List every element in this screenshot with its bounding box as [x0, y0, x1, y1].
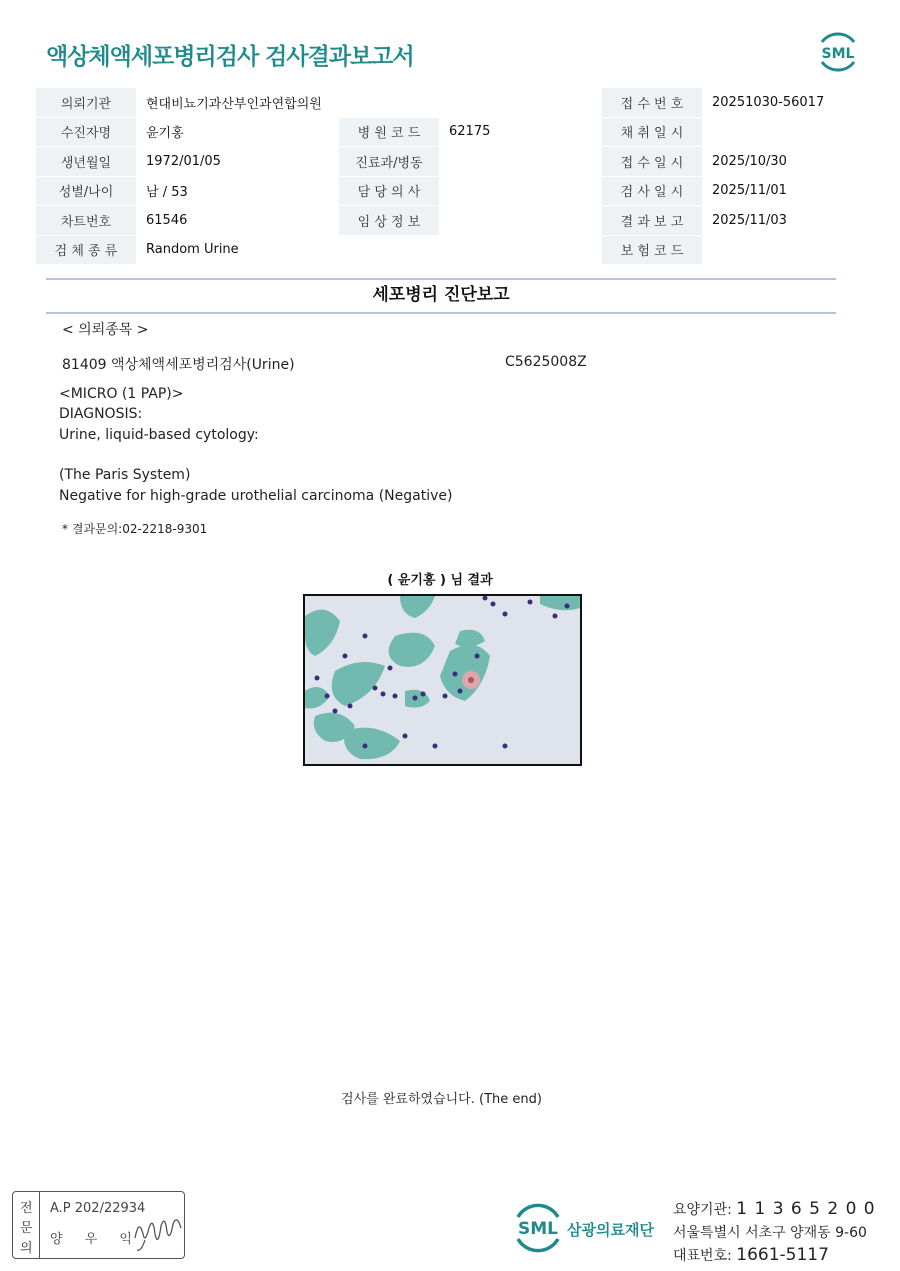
info-value: 2025/10/30 [702, 147, 864, 177]
info-value: 1972/01/05 [136, 147, 339, 177]
info-row [36, 235, 864, 265]
info-value: 20251030-56017 [702, 88, 864, 117]
order-code: C5625008Z [505, 354, 587, 370]
info-value [439, 147, 602, 177]
stamp-char: 의 [20, 1241, 33, 1256]
diagnosis-label: DIAGNOSIS: [59, 406, 143, 422]
micro-label: <MICRO (1 PAP)> [59, 386, 184, 402]
info-value: 현대비뇨기과산부인과연합의원 [136, 88, 602, 117]
info-label: 성별/나이 [36, 176, 136, 206]
order-item: 81409 액상체액세포병리검사(Urine) [62, 357, 295, 373]
pathologist-name: 양 우 익 [50, 1232, 141, 1247]
info-label: 검 사 일 시 [602, 176, 702, 206]
order-header: < 의뢰종목 > [62, 322, 149, 338]
phone-label: 대표번호: [673, 1248, 737, 1264]
info-label: 담 당 의 사 [339, 176, 439, 206]
specimen-text: Urine, liquid-based cytology: [59, 427, 259, 443]
info-label: 접 수 번 호 [602, 88, 702, 117]
patient-info-table [36, 88, 864, 265]
paris-system: (The Paris System) [59, 467, 191, 483]
institution-code-label: 요양기관: [673, 1202, 737, 1218]
info-label: 수진자명 [36, 117, 136, 147]
info-label: 보 험 코 드 [602, 235, 702, 265]
info-value: 2025/11/03 [702, 206, 864, 236]
institution-code: 1 1 3 6 5 2 0 0 [736, 1199, 876, 1219]
info-row [36, 206, 864, 236]
pathologist-stamp [12, 1191, 185, 1259]
org-name: 삼광의료재단 [567, 1221, 654, 1239]
image-caption: ( 윤기홍 ) 님 결과 [387, 573, 493, 588]
info-value: 2025/11/01 [702, 176, 864, 206]
license-number: A.P 202/22934 [50, 1201, 146, 1216]
info-value: 윤기홍 [136, 117, 339, 147]
info-row [36, 88, 864, 117]
stamp-char: 전 [20, 1201, 33, 1216]
info-row [36, 176, 864, 206]
phone-number: 1661-5117 [736, 1245, 829, 1265]
info-label: 의뢰기관 [36, 88, 136, 117]
info-value [702, 235, 864, 265]
info-value [702, 117, 864, 147]
info-value [439, 206, 602, 236]
footer-logo-text: SML [518, 1219, 558, 1239]
info-value: Random Urine [136, 235, 602, 265]
info-label: 접 수 일 시 [602, 147, 702, 177]
info-label: 임 상 정 보 [339, 206, 439, 236]
report-title: 액상체액세포병리검사 검사결과보고서 [46, 44, 414, 70]
info-label: 병 원 코 드 [339, 117, 439, 147]
institution-code-line [673, 1199, 876, 1219]
info-label: 생년월일 [36, 147, 136, 177]
sml-logo-icon [814, 28, 862, 76]
info-value: 61546 [136, 206, 339, 236]
stamp-side [13, 1192, 40, 1258]
info-label: 결 과 보 고 [602, 206, 702, 236]
info-row [36, 147, 864, 177]
sml-footer-logo-icon [510, 1199, 566, 1257]
info-row [36, 117, 864, 147]
end-text: 검사를 완료하였습니다. (The end) [341, 1092, 542, 1107]
sml-logo-text: SML [821, 46, 855, 62]
address: 서울특별시 서초구 양재동 9-60 [673, 1225, 867, 1241]
section-title: 세포병리 진단보고 [46, 278, 836, 314]
inquiry-phone: * 결과문의:02-2218-9301 [62, 522, 208, 536]
diagnosis-result: Negative for high-grade urothelial carcinoma (Negative) [59, 488, 453, 504]
info-label: 채 취 일 시 [602, 117, 702, 147]
info-value: 62175 [439, 117, 602, 147]
signature-icon [131, 1208, 186, 1253]
info-value: 남 / 53 [136, 176, 339, 206]
info-value [439, 176, 602, 206]
cytology-micrograph [303, 594, 582, 766]
phone-line [673, 1245, 829, 1265]
info-label: 진료과/병동 [339, 147, 439, 177]
stamp-char: 문 [20, 1221, 33, 1236]
info-label: 검 체 종 류 [36, 235, 136, 265]
info-label: 차트번호 [36, 206, 136, 236]
